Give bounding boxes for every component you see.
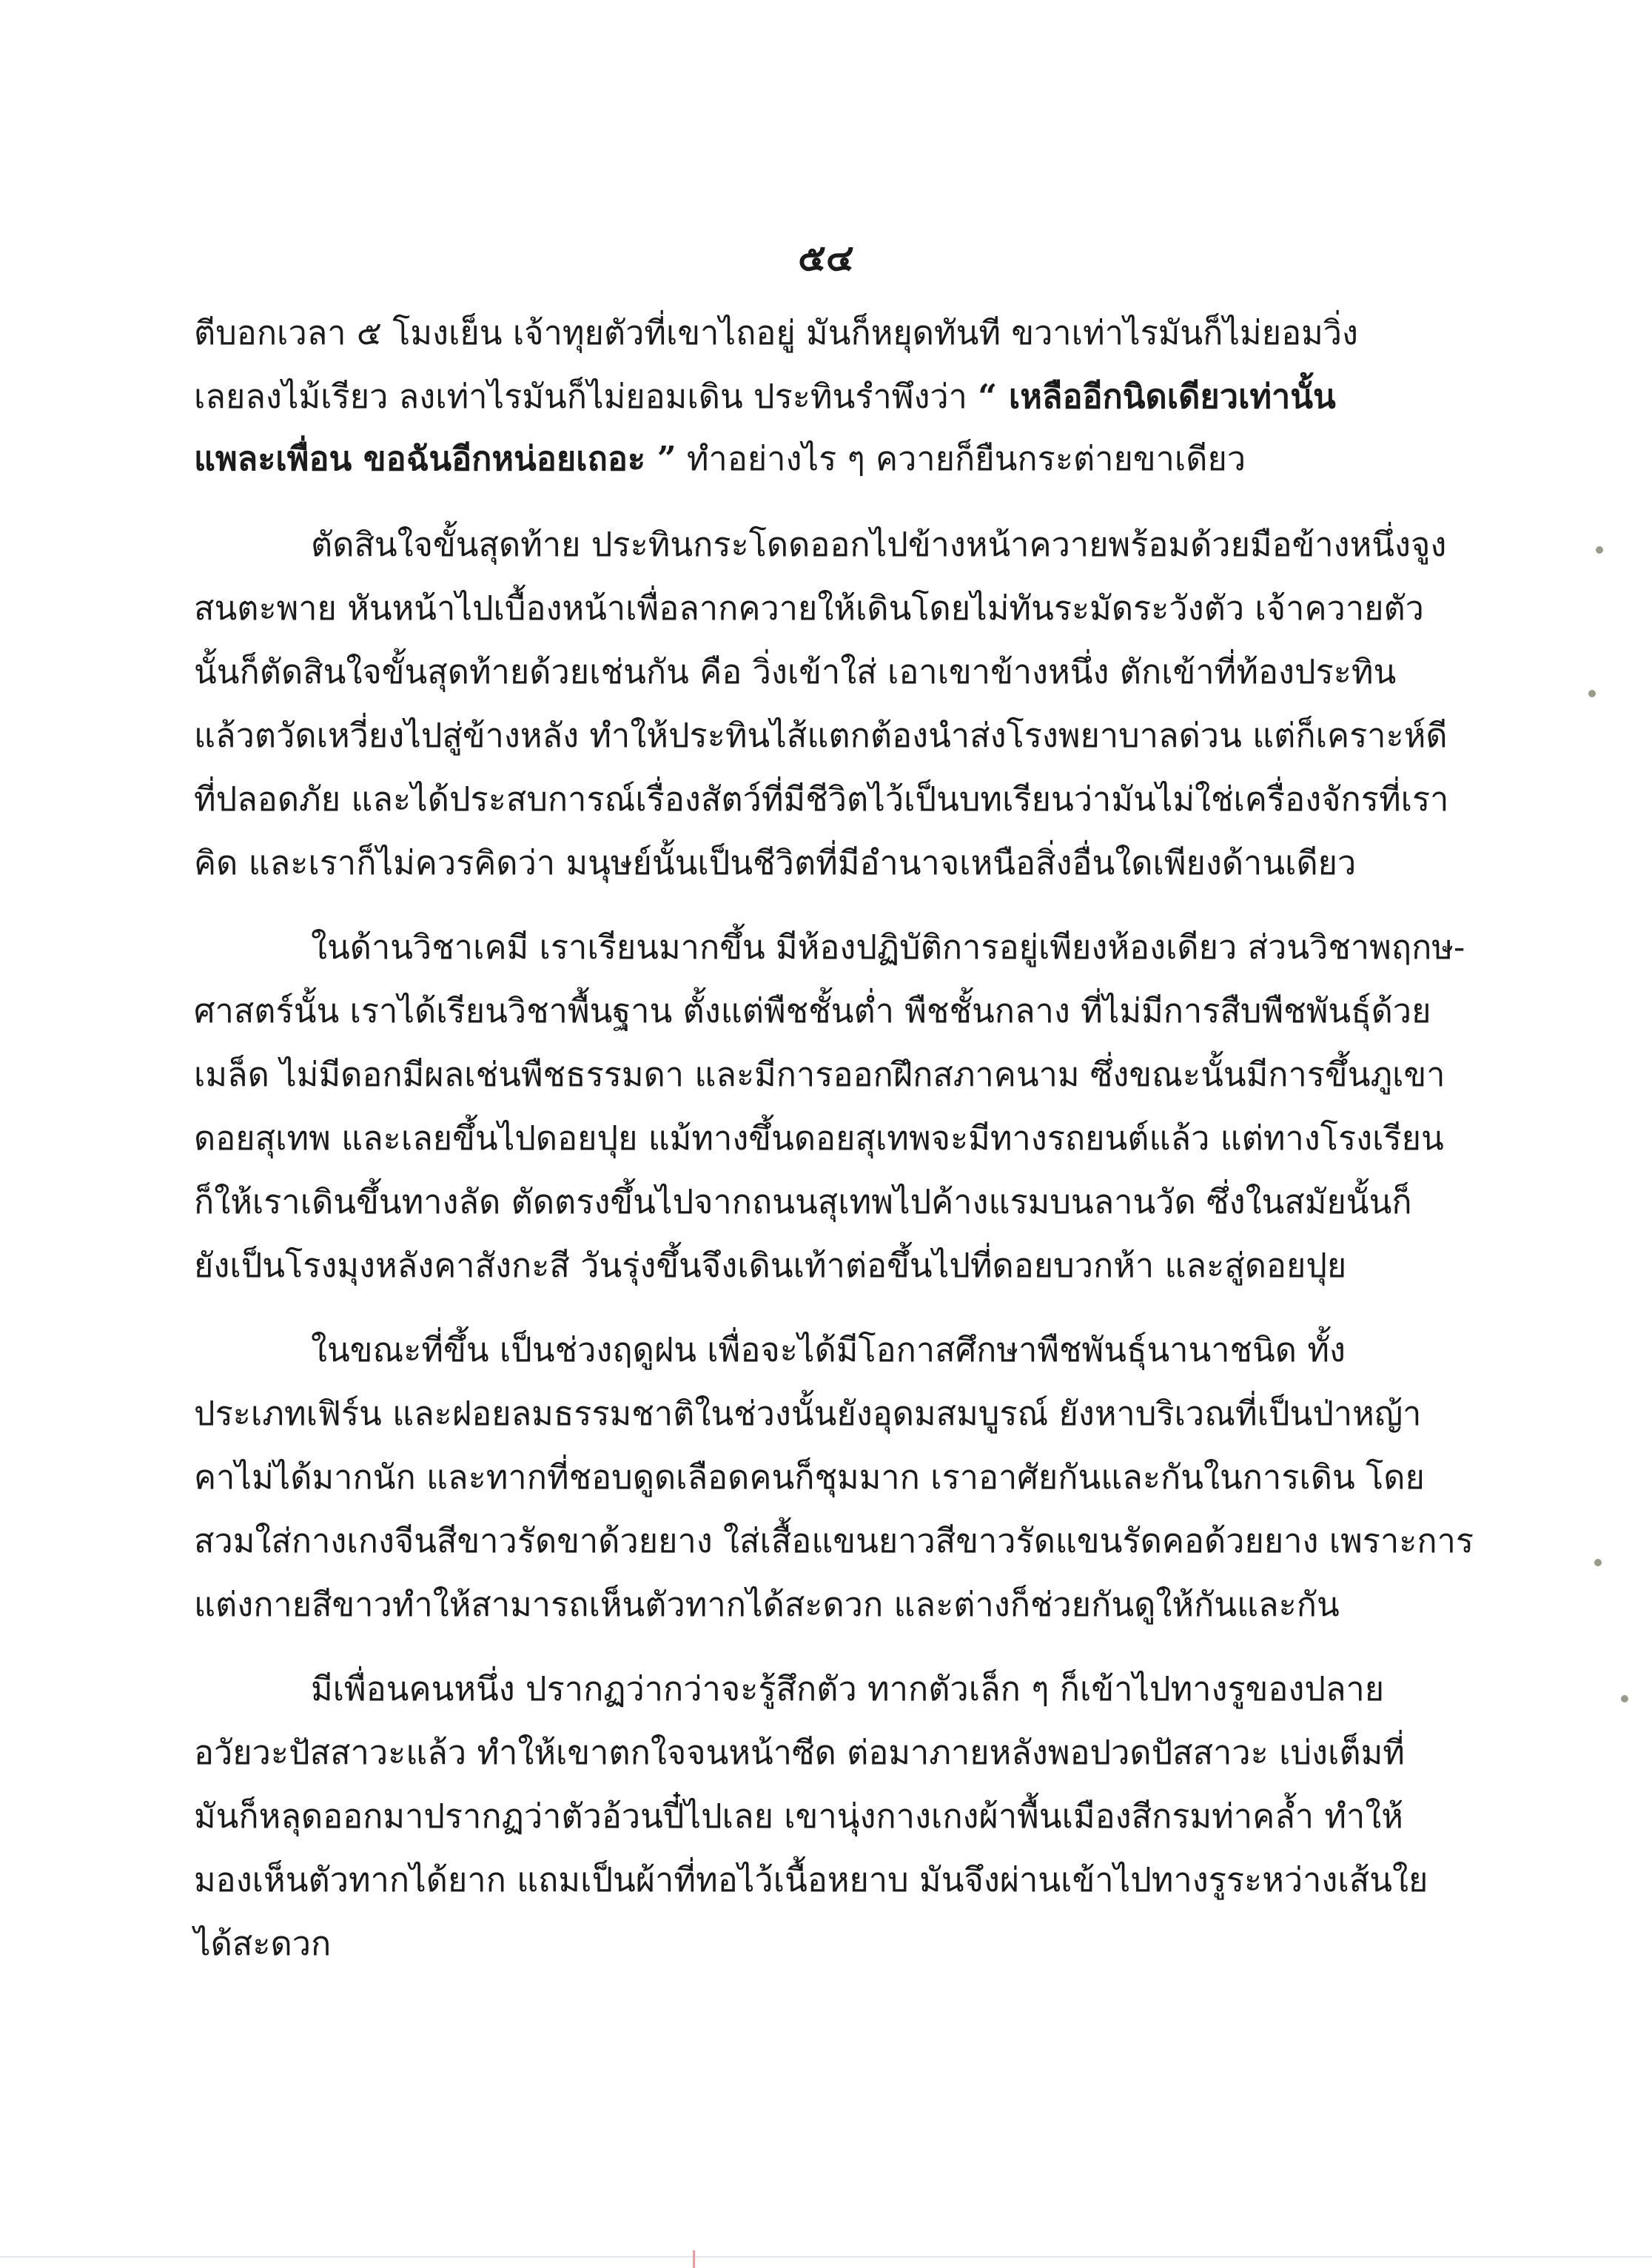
text-line: ศาสตร์นั้น เราได้เรียนวิชาพื้นฐาน ตั้งแต่พืชชั้นต่ำ พืชชั้นกลาง ที่ไม่มีการสืบพืชพันธุ์ด้วย xyxy=(194,991,1431,1030)
quoted-speech: แพละเพื่อน ขอฉันอีกหน่อยเถอะ ” xyxy=(194,439,676,478)
text-line: แล้วตวัดเหวี่ยงไปสู่ข้างหลัง ทำให้ประทินไส้แตกต้องนำส่งโรงพยาบาลด่วน แต่ก็เคราะห์ดี xyxy=(194,716,1448,755)
text-line: นั้นก็ตัดสินใจขั้นสุดท้ายด้วยเช่นกัน คือ วิ่งเข้าใส่ เอาเขาข้างหนึ่ง ตักเข้าที่ท้องประทิน xyxy=(194,652,1397,691)
text-line: ที่ปลอดภัย และได้ประสบการณ์เรื่องสัตว์ที่มีชีวิตไว้เป็นบทเรียนว่ามันไม่ใช่เครื่องจักรที่เรา xyxy=(194,779,1449,819)
text-line: ประเภทเฟิร์น และฝอยลมธรรมชาติในช่วงนั้นยังอุดมสมบูรณ์ ยังหาบริเวณที่เป็นป่าหญ้า xyxy=(194,1394,1422,1433)
text-line: ดอยสุเทพ และเลยขึ้นไปดอยปุย แม้ทางขึ้นดอยสุเทพจะมีทางรถยนต์แล้ว แต่ทางโรงเรียน xyxy=(194,1118,1444,1158)
scan-speck xyxy=(1596,546,1603,554)
text-line: มันก็หลุดออกมาปรากฏว่าตัวอ้วนปี๋ไปเลย เขานุ่งกางเกงผ้าพื้นเมืองสีกรมท่าคล้ำ ทำให้ xyxy=(194,1796,1403,1836)
text-line: ก็ให้เราเดินขึ้นทางลัด ตัดตรงขึ้นไปจากถนนสุเทพไปค้างแรมบนลานวัด ซึ่งในสมัยนั้นก็ xyxy=(194,1182,1412,1221)
text-line: ได้สะดวก xyxy=(194,1924,332,1963)
text-line: มีเพื่อนคนหนึ่ง ปรากฏว่ากว่าจะรู้สึกตัว ทากตัวเล็ก ๆ ก็เข้าไปทางรูของปลาย xyxy=(311,1669,1385,1708)
text-fragment: เลยลงไม้เรียว ลงเท่าไรมันก็ไม่ยอมเดิน ประทินรำพึงว่า xyxy=(194,377,967,416)
scan-speck xyxy=(1621,1695,1628,1702)
scan-edge-mark xyxy=(693,2250,695,2268)
text-line: แต่งกายสีขาวทำให้สามารถเห็นตัวทากได้สะดวก และต่างก็ช่วยกันดูให้กันและกัน xyxy=(194,1585,1340,1624)
scan-speck xyxy=(1588,690,1596,697)
scan-edge-line xyxy=(0,2256,1652,2258)
text-line xyxy=(194,375,1408,419)
text-line: สวมใส่กางเกงจีนสีขาวรัดขาด้วยยาง ใส่เสื้อแขนยาวสีขาวรัดแขนรัดคอด้วยยาง เพราะการ xyxy=(194,1521,1474,1560)
text-line: สนตะพาย หันหน้าไปเบื้องหน้าเพื่อลากควายให้เดินโดยไม่ทันระมัดระวังตัว เจ้าควายตัว xyxy=(194,588,1424,628)
text-line: คาไม่ได้มากนัก และทากที่ชอบดูดเลือดคนก็ชุมมาก เราอาศัยกันและกันในการเดิน โดย xyxy=(194,1457,1425,1497)
text-line: อวัยวะปัสสาวะแล้ว ทำให้เขาตกใจจนหน้าซีด ต่อมาภายหลังพอปวดปัสสาวะ เบ่งเต็มที่ xyxy=(194,1733,1405,1772)
text-fragment: ทำอย่างไร ๆ ควายก็ยืนกระต่ายขาเดียว xyxy=(686,439,1246,478)
page-number: ๕๔ xyxy=(798,235,854,279)
text-line: ยังเป็นโรงมุงหลังคาสังกะสี วันรุ่งขึ้นจึงเดินเท้าต่อขึ้นไปที่ดอยบวกห้า และสู่ดอยปุย xyxy=(194,1246,1347,1285)
text-line: ตัดสินใจขั้นสุดท้าย ประทินกระโดดออกไปข้างหน้าควายพร้อมด้วยมือข้างหนึ่งจูง xyxy=(311,525,1447,564)
quoted-speech: “ เหลืออีกนิดเดียวเท่านั้น xyxy=(978,377,1336,416)
scan-speck xyxy=(1594,1559,1602,1566)
text-line: ตีบอกเวลา ๕ โมงเย็น เจ้าทุยตัวที่เขาไถอยู่ มันก็หยุดทันที ขวาเท่าไรมันก็ไม่ยอมวิ่ง xyxy=(194,313,1359,352)
text-line: ในด้านวิชาเคมี เราเรียนมากขึ้น มีห้องปฏิบัติการอยู่เพียงห้องเดียว ส่วนวิชาพฤกษ- xyxy=(311,927,1465,967)
text-line xyxy=(194,437,1408,481)
text-line: มองเห็นตัวทากได้ยาก แถมเป็นผ้าที่ทอไว้เนื้อหยาบ มันจึงผ่านเข้าไปทางรูระหว่างเส้นใย xyxy=(194,1860,1428,1899)
text-line: เมล็ด ไม่มีดอกมีผลเช่นพืชธรรมดา และมีการออกฝึกสภาคนาม ซึ่งขณะนั้นมีการขึ้นภูเขา xyxy=(194,1055,1446,1094)
text-line: คิด และเราก็ไม่ควรคิดว่า มนุษย์นั้นเป็นชีวิตที่มีอำนาจเหนือสิ่งอื่นใดเพียงด้านเดียว xyxy=(194,843,1357,882)
text-line: ในขณะที่ขึ้น เป็นช่วงฤดูฝน เพื่อจะได้มีโอกาสศึกษาพืชพันธุ์นานาชนิด ทั้ง xyxy=(311,1330,1346,1369)
